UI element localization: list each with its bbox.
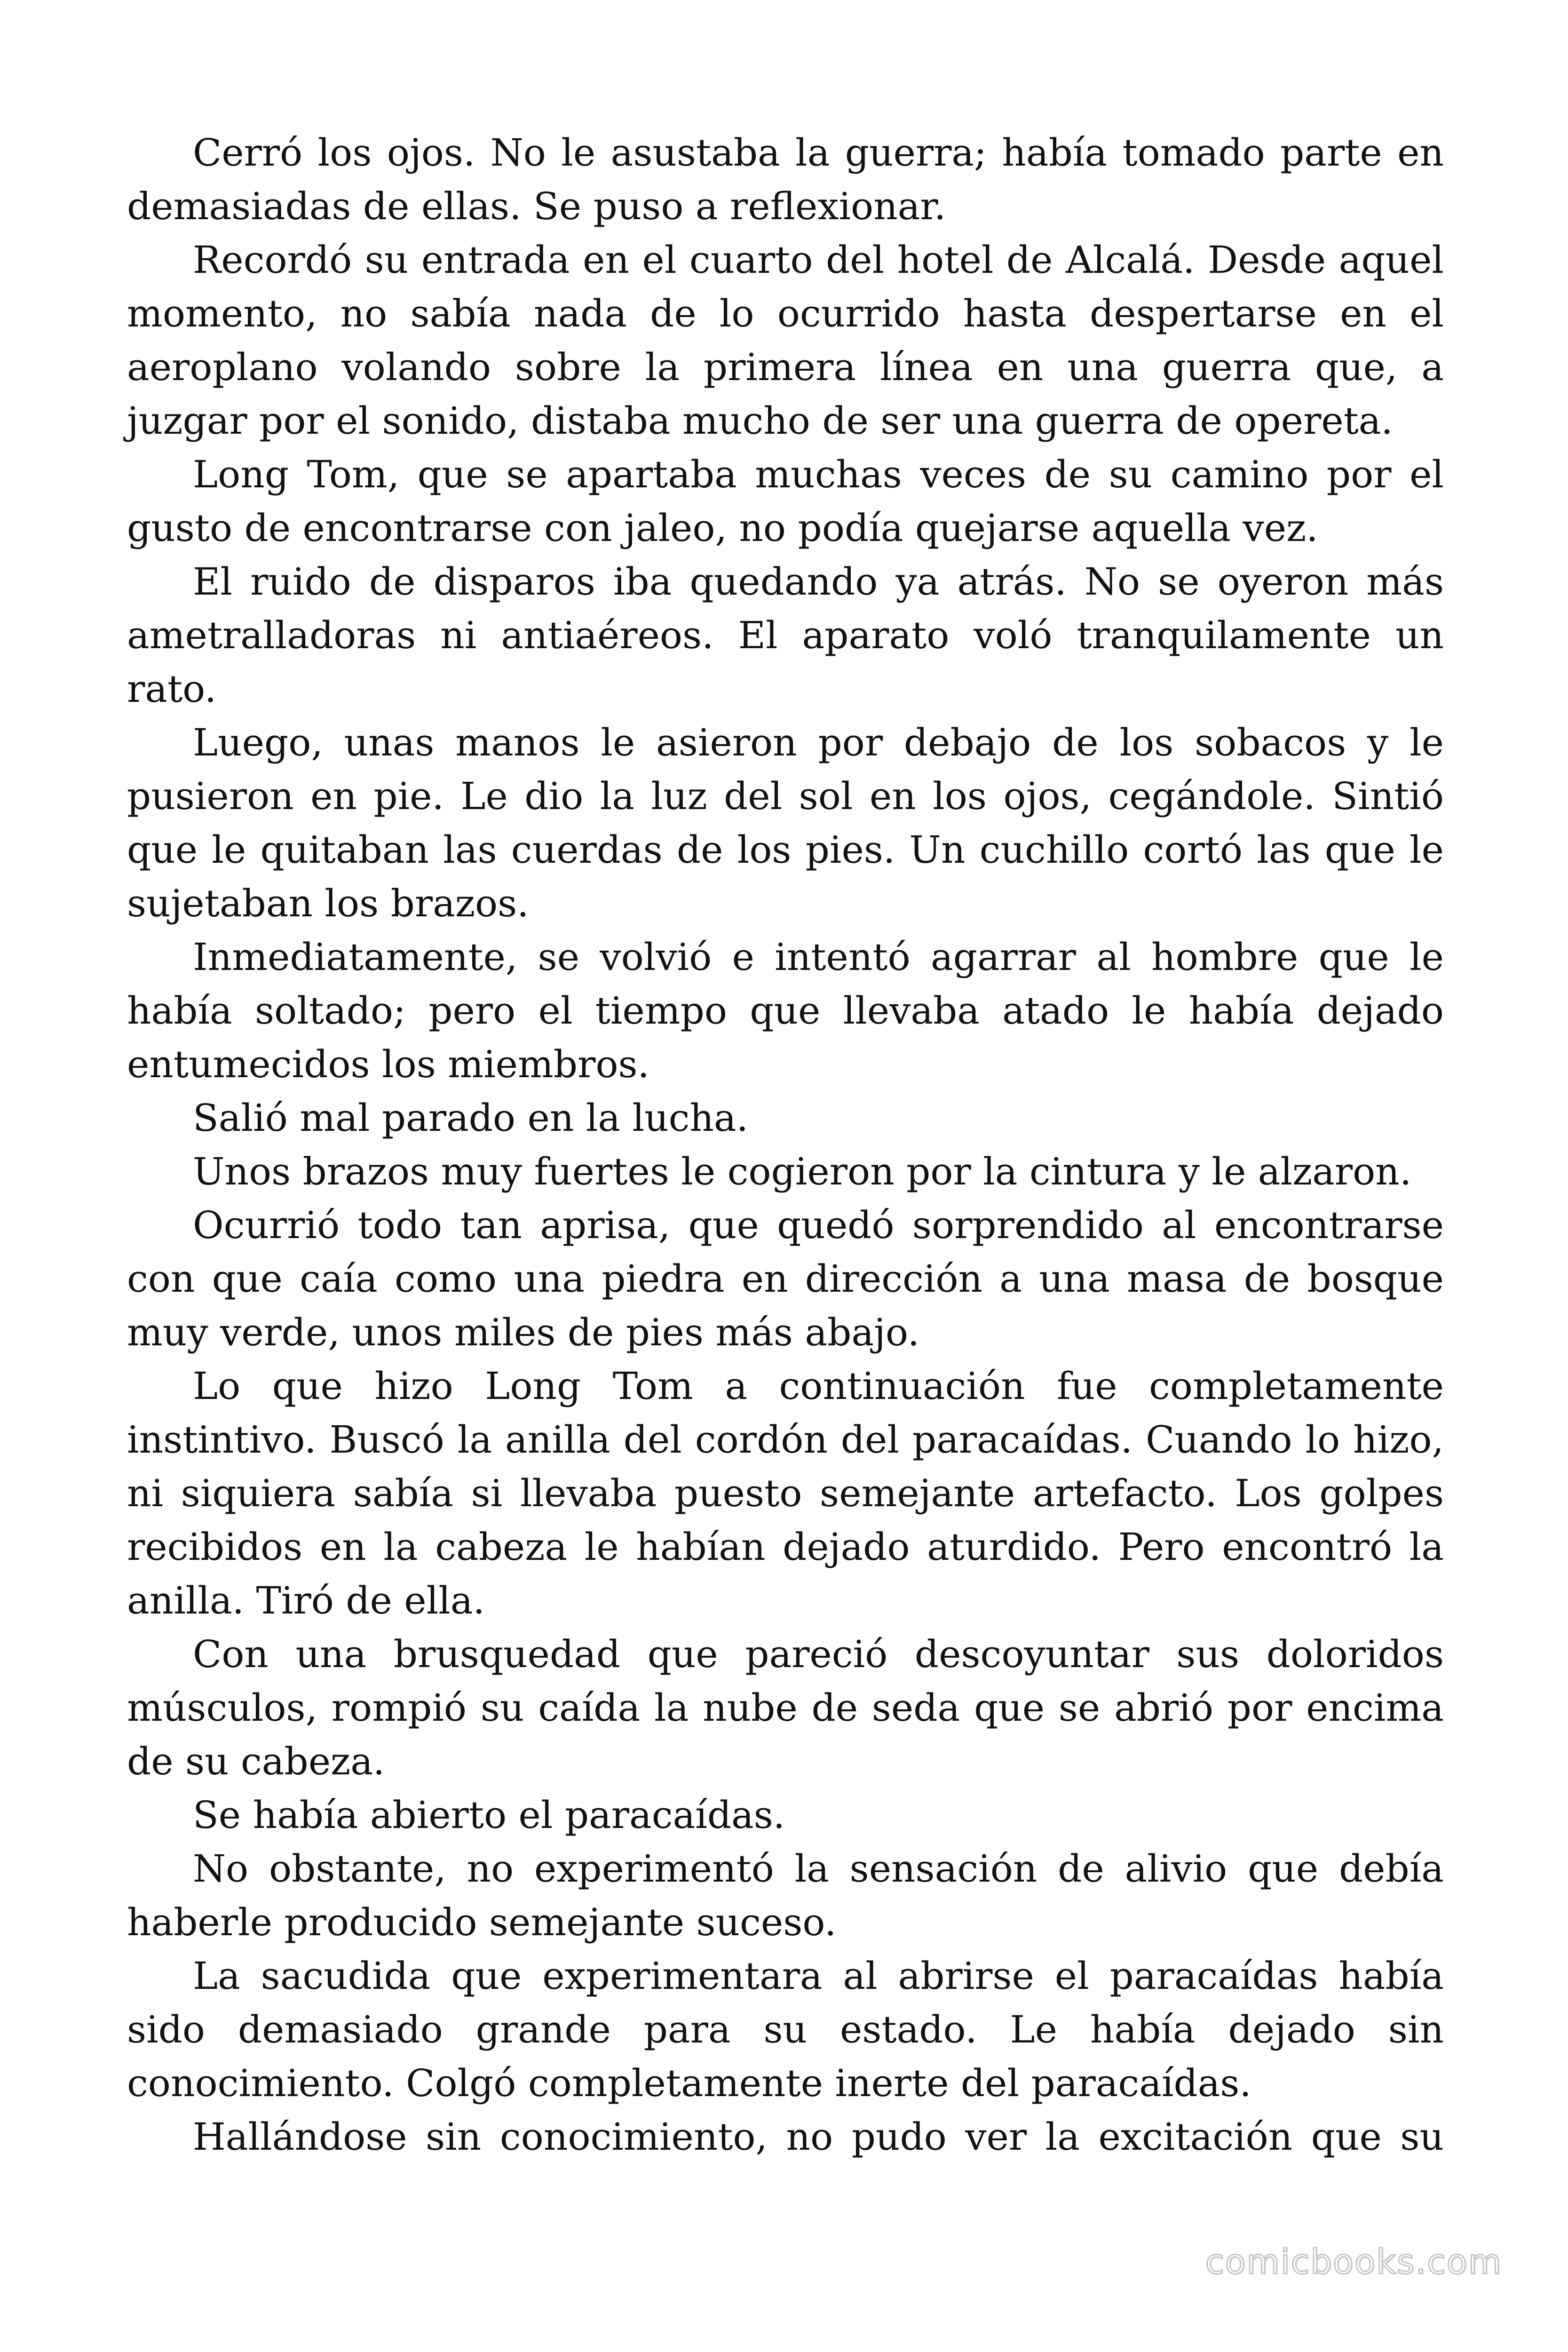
paragraph: Se había abierto el paracaídas.: [193, 1793, 785, 1837]
paragraph: Luego, unas manos le asieron por debajo de los sobacos y le pusieron en pie. Le dio la luz del sol en los ojos, cegándole. Sintió que le quitaban las cuerdas de los pies. Un cuchillo cortó las que le sujetaban los brazos.: [127, 721, 1444, 925]
paragraph: No obstante, no experimentó la sensación de alivio que debía haberle producido semejante suceso.: [127, 1847, 1444, 1944]
paragraph: Unos brazos muy fuertes le cogieron por la cintura y le alzaron.: [193, 1150, 1412, 1193]
paragraph: Cerró los ojos. No le asustaba la guerra; había tomado parte en demasiadas de ellas. Se puso a reflexionar.: [127, 131, 1444, 228]
paragraph: Long Tom, que se apartaba muchas veces de su camino por el gusto de encontrarse con jaleo, no podía quejarse aquella vez.: [127, 453, 1444, 550]
paragraph: Recordó su entrada en el cuarto del hotel de Alcalá. Desde aquel momento, no sabía nada de lo ocurrido hasta despertarse en el aeroplano volando sobre la primera línea en una guerra que, a juzgar por el sonido, distaba mucho de ser una guerra de opereta.: [127, 238, 1444, 443]
paragraph: La sacudida que experimentara al abrirse el paracaídas había sido demasiado grande para su estado. Le había dejado sin conocimiento. Colgó completamente inerte del paracaídas.: [127, 1954, 1444, 2105]
paragraph: Lo que hizo Long Tom a continuación fue completamente instintivo. Buscó la anilla del cordón del paracaídas. Cuando lo hizo, ni siquiera sabía si llevaba puesto semejante artefacto. Los golpes recibidos en la cabeza le habían dejado aturdido. Pero encontró la anilla. Tiró de ella.: [127, 1364, 1444, 1622]
paragraph: Con una brusquedad que pareció descoyuntar sus doloridos músculos, rompió su caída la nube de seda que se abrió por encima de su cabeza.: [127, 1632, 1444, 1783]
paragraph: El ruido de disparos iba quedando ya atrás. No se oyeron más ametralladoras ni antiaéreos. El aparato voló tranquilamente un rato.: [127, 560, 1444, 711]
watermark: comicbooks.com: [1205, 2242, 1502, 2281]
paragraph-last: Hallándose sin conocimiento, no pudo ver la excitación que su: [193, 2115, 1444, 2159]
paragraph: Salió mal parado en la lucha.: [193, 1096, 749, 1140]
page-body: [127, 126, 1444, 2164]
paragraph: Inmediatamente, se volvió e intentó agarrar al hombre que le había soltado; pero el tiempo que llevaba atado le había dejado entumecidos los miembros.: [127, 935, 1444, 1086]
paragraph: Ocurrió todo tan aprisa, que quedó sorprendido al encontrarse con que caía como una piedra en dirección a una masa de bosque muy verde, unos miles de pies más abajo.: [127, 1203, 1444, 1354]
